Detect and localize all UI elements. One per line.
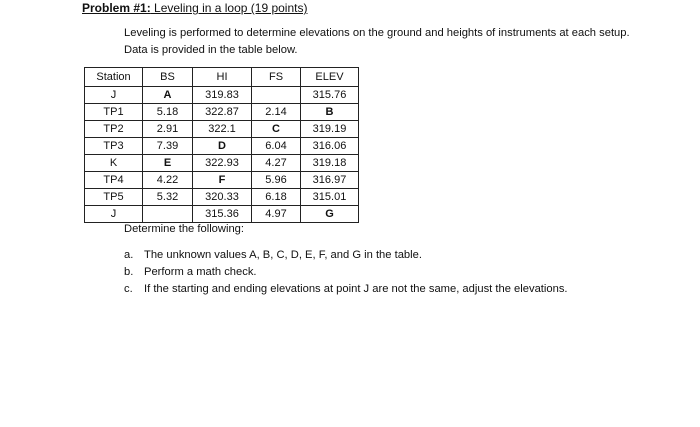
cell-elev: G — [301, 206, 359, 223]
cell-fs: 6.04 — [252, 138, 301, 155]
cell-fs — [252, 87, 301, 104]
cell-fs: C — [252, 121, 301, 138]
table-row — [85, 121, 359, 138]
table-row — [85, 172, 359, 189]
task-marker: b. — [124, 266, 134, 278]
cell-bs: 5.18 — [143, 104, 193, 121]
cell-bs — [143, 206, 193, 223]
header-station: Station — [85, 68, 143, 87]
header-bs: BS — [143, 68, 193, 87]
cell-bs: 4.22 — [143, 172, 193, 189]
table-header-row — [85, 68, 359, 87]
cell-hi: D — [193, 138, 252, 155]
cell-station: TP2 — [85, 121, 143, 138]
cell-elev: 319.18 — [301, 155, 359, 172]
cell-hi: 322.87 — [193, 104, 252, 121]
table-body — [85, 87, 359, 223]
table-row — [85, 155, 359, 172]
cell-bs: 7.39 — [143, 138, 193, 155]
cell-hi: 322.93 — [193, 155, 252, 172]
header-hi: HI — [193, 68, 252, 87]
cell-fs: 4.27 — [252, 155, 301, 172]
determine-label: Determine the following: — [124, 223, 245, 235]
cell-bs: A — [143, 87, 193, 104]
cell-elev: 319.19 — [301, 121, 359, 138]
cell-elev: B — [301, 104, 359, 121]
cell-fs: 6.18 — [252, 189, 301, 206]
cell-bs: 5.32 — [143, 189, 193, 206]
table-row — [85, 87, 359, 104]
task-marker: c. — [124, 283, 133, 295]
problem-title — [82, 1, 307, 15]
cell-station: TP3 — [85, 138, 143, 155]
cell-hi: 322.1 — [193, 121, 252, 138]
header-elev: ELEV — [301, 68, 359, 87]
cell-station: TP5 — [85, 189, 143, 206]
leveling-table — [84, 67, 359, 223]
cell-fs: 2.14 — [252, 104, 301, 121]
table-row — [85, 189, 359, 206]
task-list — [124, 247, 568, 298]
problem-number: Problem #1: — [82, 1, 151, 15]
task-marker: a. — [124, 249, 134, 261]
cell-elev: 315.01 — [301, 189, 359, 206]
problem-heading: Leveling in a loop (19 points) — [150, 1, 308, 15]
intro-paragraph: Leveling is performed to determine elevations on the ground and heights of instruments at each setup. Data is provided in the table below. — [124, 27, 630, 56]
task-item — [124, 281, 568, 298]
cell-bs: E — [143, 155, 193, 172]
cell-station: TP4 — [85, 172, 143, 189]
cell-elev: 316.06 — [301, 138, 359, 155]
task-item — [124, 247, 568, 264]
cell-fs: 5.96 — [252, 172, 301, 189]
table-row — [85, 104, 359, 121]
table-row — [85, 206, 359, 223]
task-text: Perform a math check. — [144, 266, 257, 278]
table-row — [85, 138, 359, 155]
cell-station: TP1 — [85, 104, 143, 121]
task-text: If the starting and ending elevations at point J are not the same, adjust the elevations. — [144, 283, 568, 295]
cell-elev: 316.97 — [301, 172, 359, 189]
cell-hi: 315.36 — [193, 206, 252, 223]
cell-hi: F — [193, 172, 252, 189]
task-text: The unknown values A, B, C, D, E, F, and G in the table. — [144, 249, 422, 261]
cell-elev: 315.76 — [301, 87, 359, 104]
cell-fs: 4.97 — [252, 206, 301, 223]
header-fs: FS — [252, 68, 301, 87]
cell-station: J — [85, 87, 143, 104]
task-item — [124, 264, 568, 281]
cell-bs: 2.91 — [143, 121, 193, 138]
cell-station: K — [85, 155, 143, 172]
cell-hi: 320.33 — [193, 189, 252, 206]
cell-hi: 319.83 — [193, 87, 252, 104]
cell-station: J — [85, 206, 143, 223]
